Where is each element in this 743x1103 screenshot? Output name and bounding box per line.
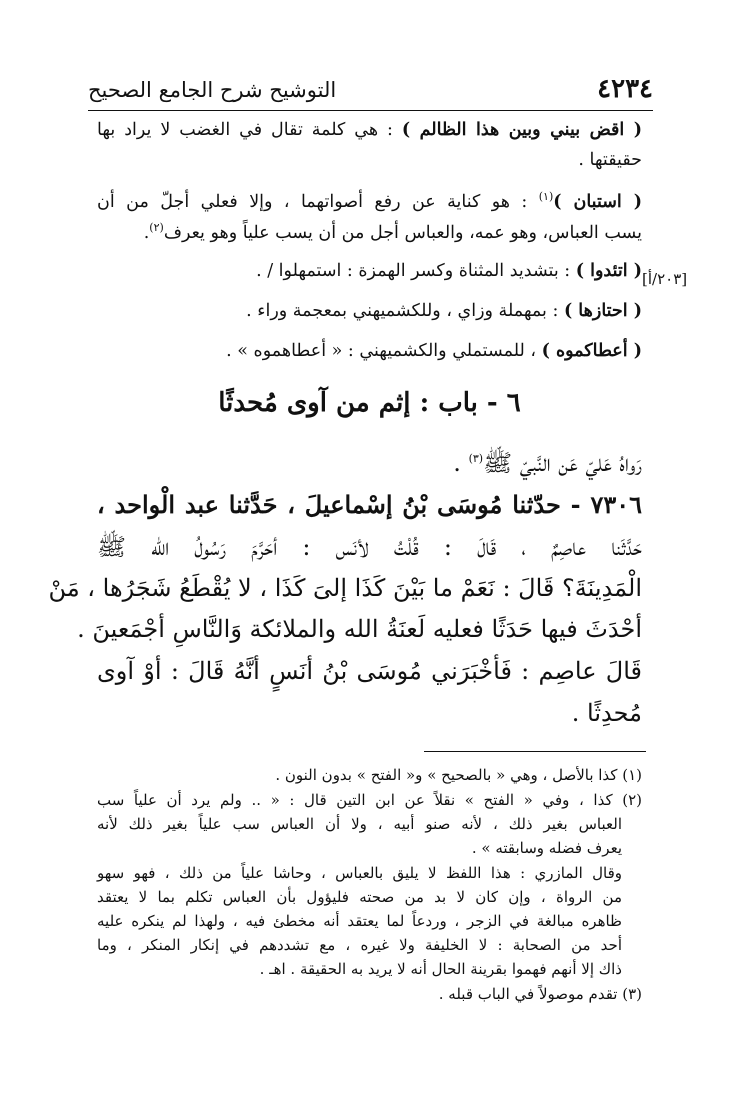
commentary-term: ( اتئدوا ) <box>575 261 642 281</box>
footnote-ref: (٣) <box>468 452 484 465</box>
commentary-term: ( احتازها ) <box>563 301 642 321</box>
commentary-term: ( استبان ) <box>553 191 642 212</box>
footnote-2-line: ظاهره مبالغة في الزجر ، وردعاً لما يعتقد أنه مخطئ فيه ، ولهذا لم ينكره عليه <box>97 912 622 930</box>
hadith-line: ٧٣٠٦ - حدّثنا مُوسَى بْنُ إسْماعيلَ ، حَدَّثنا عبد الْواحد ، <box>97 490 642 519</box>
footnote-2-line: أحد من الصحابة : لا الخليفة ولا غيره ، مع تشددهم في إنكار المنكر ، وما <box>97 936 622 954</box>
footnote-1: (١) كذا بالأصل ، وهي « بالصحيح » و« الفتح » بدون النون . <box>275 766 642 784</box>
footnote-3: (٣) تقدم موصولاً في الباب قبله . <box>438 985 642 1003</box>
chapter-narration: رَواهُ عَليّ عَن النَّبيّ ﷺ$^{(٣)}$ . <box>453 449 642 477</box>
book-title: التوشيح شرح الجامع الصحيح <box>88 78 337 102</box>
commentary-line <box>246 301 642 321</box>
commentary-line: حقيقتها . <box>578 150 642 170</box>
hadith-line: قَالَ عاصِم : فَأخْبَرَني مُوسَى بْنُ أنَسٍ أنَّهُ قَالَ : أوْ آوى <box>97 657 642 685</box>
hadith-line: حَدَّثَنا عاصِمٌ ، قَالَ : قُلْتُ لأنَس : أحَرَّمَ رَسُولُ الله ﷺ <box>97 533 642 561</box>
commentary-text: : بتشديد المثناة وكسر الهمزة : استمهلوا / . <box>256 261 576 281</box>
footnote-2-line: العباس بغير ذلك ، لأنه صنو أبيه ، ولا أن العباس سب علياً بغير ذلك لأنه <box>97 815 622 833</box>
commentary-text: : هي كلمة تقال في الغضب لا يراد بها <box>97 120 402 140</box>
commentary-line <box>256 261 642 281</box>
commentary-text: ، للمستملي والكشميهني : « أعطاهموه » . <box>226 341 542 361</box>
footnote-2-line: من الرواة ، وإن كان لا بد من صحته فليؤول بأن العباس تكلم بما لا يعتقد <box>97 888 622 906</box>
commentary-line: يسب العباس، وهو عمه، والعباس أجل من أن يسب علياً وهو يعرف$^{(٢)}$. <box>143 221 642 243</box>
margin-folio-reference: [٢٠٣/أ] <box>642 270 688 288</box>
commentary-term: ( اقض بيني وبين هذا الظالم ) <box>401 120 642 140</box>
commentary-text: : هو كناية عن رفع أصواتهما ، وإلا فعلي أجلّ من أن <box>97 191 539 212</box>
commentary-text: : بمهملة وزاي ، وللكشميهني بمعجمة وراء . <box>246 301 564 321</box>
hadith-line: الْمَدِينَةَ؟ قَالَ : نَعَمْ ما بَيْنَ كَذَا إلىَ كَذَا ، لا يُقْطَعُ شَجَرُها ، مَنْ <box>48 574 642 602</box>
commentary-term: ( أعطاكموه ) <box>541 341 642 361</box>
footnote-2-line: وقال المازري : هذا اللفظ لا يليق بالعباس ، وحاشا علياً من ذلك ، فهو سهو <box>97 864 622 882</box>
footnote-ref: (١) <box>538 190 554 203</box>
hadith-line: مُحدِثًا . <box>571 699 642 727</box>
hadith-line: أحْدَثَ فيها حَدَثًا فعليه لَعنَةُ الله والملائكة وَالنَّاسِ أجْمَعينَ . <box>77 615 642 643</box>
footnote-separator <box>424 751 646 752</box>
page-header <box>88 74 653 111</box>
commentary-line <box>97 120 642 140</box>
page-number: ٤٢٣٤ <box>597 74 653 104</box>
footnote-2-line: يعرف فضله وسابقته » . <box>471 839 622 857</box>
footnote-2-line: ذاك إلا أنهم فهموا بقرينة الحال أنه لا يريد به الحقيقة . اهـ . <box>259 960 622 978</box>
commentary-line <box>226 341 642 361</box>
footnote-2-line: (٢) كذا ، وفي « الفتح » نقلاً عن ابن التين قال : « .. ولم يرد أن علياً سب <box>97 791 642 809</box>
hadith-number: ٧٣٠٦ <box>590 490 642 519</box>
commentary-line <box>97 190 642 212</box>
chapter-title: ٦ - باب : إثم من آوى مُحدثًا <box>218 388 521 418</box>
footnote-ref: (٢) <box>149 221 164 234</box>
